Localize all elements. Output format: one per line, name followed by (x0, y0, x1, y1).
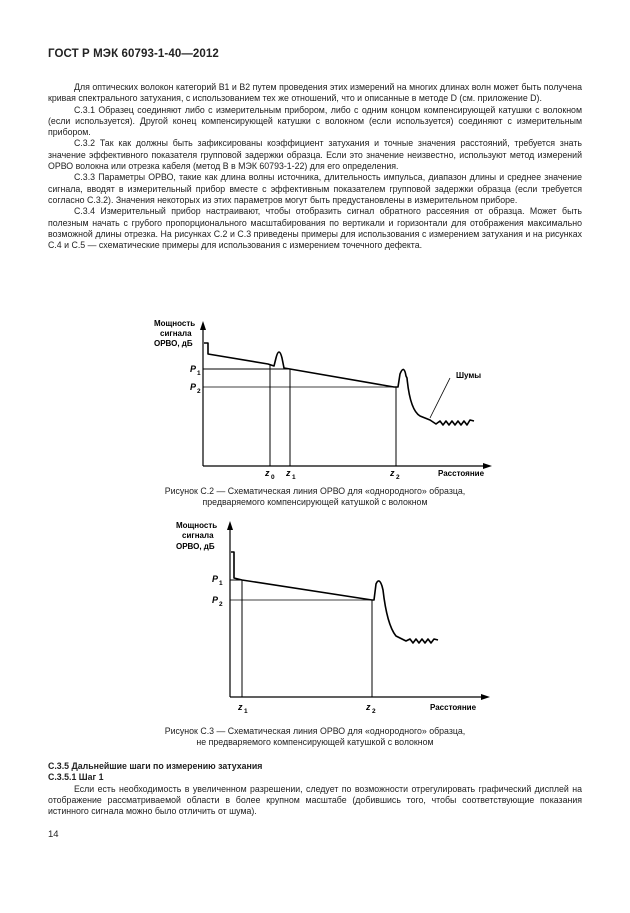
fig2-p1-sub: 1 (219, 580, 223, 587)
document-header: ГОСТ Р МЭК 60793-1-40—2012 (48, 48, 219, 60)
fig2-z1-label: z (238, 702, 243, 712)
fig2-p2-label: P (212, 595, 219, 605)
fig2-p1-label: P (212, 574, 219, 584)
fig2-ylabel-3: ОРВО, дБ (176, 542, 215, 551)
fig1-ylabel-1: Мощность (154, 319, 196, 328)
fig1-caption-line-1: Рисунок С.2 — Схематическая линия ОРВО для «однородного» образца, (164, 486, 466, 496)
fig2-otdr-trace (231, 552, 438, 643)
section-paragraph: Если есть необходимость в увеличенном разрешении, следует по возможности отрегулировать графический дисплей на отображение рассматриваемой области в более крупном масштабе (добившись того, чтобы соответствующие показания истинного сигнала можно было отличить от шума). (48, 783, 582, 817)
section-c3-5 (48, 761, 582, 817)
fig1-ylabel-3: ОРВО, дБ (154, 339, 193, 348)
paragraph-spectral: Для оптических волокон категорий В1 и В2 путем проведения этих измерений на многих длинах волн может быть получена кривая спектрального затухания, с использованием тех же отношений, что и описанные в методе D (см. приложение D). (48, 82, 582, 104)
fig1-p1-sub: 1 (197, 370, 201, 377)
fig2-caption-line-2: не предваряемого компенсирующей катушкой с волокном (196, 737, 434, 748)
fig2-xlabel: Расстояние (430, 703, 477, 712)
fig1-p1-label: P (190, 364, 197, 374)
fig1-caption-line-2: предваряемого компенсирующей катушкой с волокном (202, 497, 428, 508)
fig1-otdr-trace (204, 343, 474, 425)
fig1-p2-sub: 2 (197, 388, 201, 395)
fig1-noise-pointer (430, 378, 450, 418)
section-subheading: С.3.5.1 Шаг 1 (48, 772, 104, 783)
paragraph-c3-1: С.3.1 Образец соединяют либо с измерительным прибором, либо с одним концом компенсирующей катушки с волокном (если используется). Другой конец компенсирующей катушки с волокном (если используется) соединяют с измерительным прибором. (48, 104, 582, 138)
fig1-y-arrow (200, 321, 206, 330)
paragraph-c3-4: С.3.4 Измерительный прибор настраивают, чтобы отобразить сигнал обратного рассеяния от образца. Может быть полезным начать с грубого пропорционального масштабирования по вертикали и горизонтали для отображения максимально возможной длины отрезка. На рисунках С.2 и С.3 приведены примеры для использования с измерением затухания и на рисунках С.4 и С.5 — схематические примеры для использования с измерением точечного дефекта. (48, 206, 582, 251)
figure-c2-caption (0, 486, 630, 509)
fig2-z1-sub: 1 (244, 708, 248, 715)
page-number: 14 (48, 829, 59, 840)
fig1-z2-sub: 2 (396, 474, 400, 481)
fig2-caption-line-1: Рисунок С.3 — Схематическая линия ОРВО для «однородного» образца, (164, 726, 466, 736)
fig2-z2-label: z (366, 702, 371, 712)
fig2-y-arrow (227, 521, 233, 530)
fig1-xlabel: Расстояние (438, 469, 485, 478)
section-heading: С.3.5 Дальнейшие шаги по измерению затухания (48, 761, 263, 771)
paragraph-c3-3: С.3.3 Параметры ОРВО, такие как длина волны источника, длительность импульса, диапазон длины и среднее значение сигнала, вводят в измерительный прибор вместе с эффективным показателем групповой задержки образца (если требуется согласно С.3.2). Значения некоторых из этих параметров могут быть предустановлены в измерительном приборе. (48, 172, 582, 205)
figure-c3-caption (0, 726, 630, 749)
fig1-noise-label: Шумы (456, 371, 482, 380)
fig1-ylabel-2: сигнала (160, 329, 192, 338)
paragraph-c3-2: С.3.2 Так как должны быть зафиксированы коэффициент затухания и точные значения расстояний, требуется знать значение эффективного показателя групповой задержки образца. Если это значение неизвестно, используют метод измерений ОРВО волокна или отрезка кабеля (метод В в МЭК 60793-1-22) для его определения. (48, 138, 582, 172)
fig2-ylabel-1: Мощность (176, 521, 218, 530)
fig1-z1-label: z (286, 468, 291, 478)
fig1-x-arrow (483, 463, 492, 469)
fig2-x-arrow (481, 694, 490, 700)
fig2-z2-sub: 2 (372, 708, 376, 715)
fig1-z1-sub: 1 (292, 474, 296, 481)
fig1-z0-sub: 0 (271, 474, 275, 481)
fig1-z2-label: z (390, 468, 395, 478)
fig1-p2-label: P (190, 382, 197, 392)
fig2-ylabel-2: сигнала (182, 531, 214, 540)
fig1-z0-label: z (265, 468, 270, 478)
fig2-p2-sub: 2 (219, 601, 223, 608)
